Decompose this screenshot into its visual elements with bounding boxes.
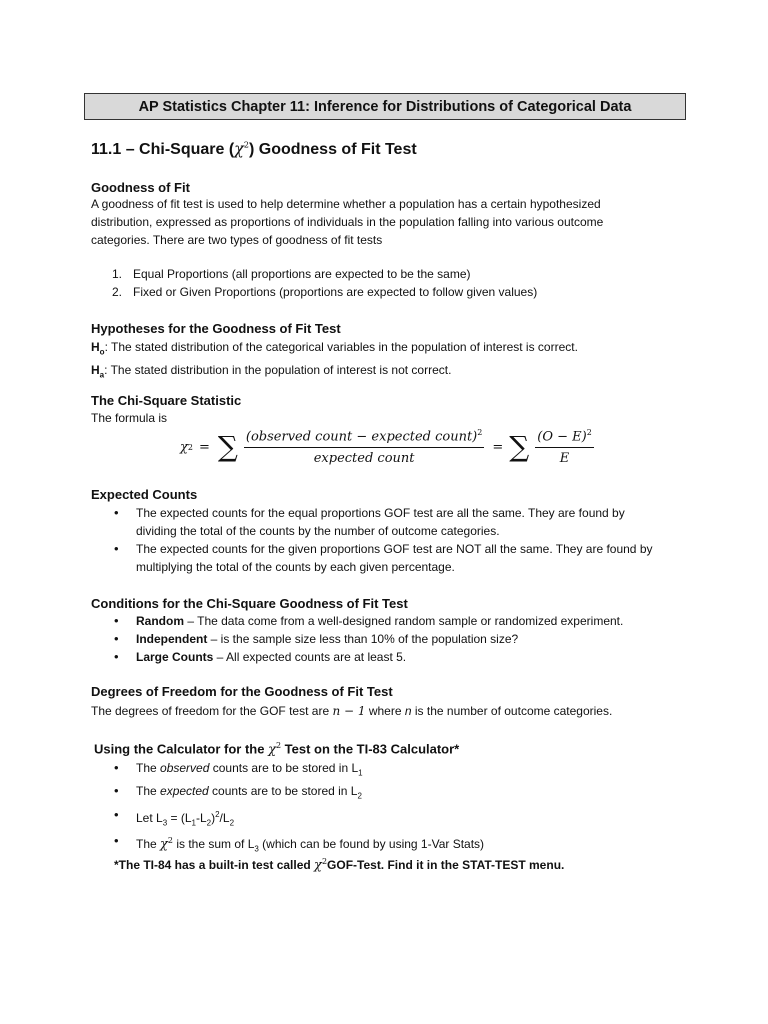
dof-pre: The degrees of freedom for the GOF test are: [91, 704, 333, 718]
expected-b2-line2: multiplying the total of the counts by each given percentage.: [136, 560, 455, 574]
calc-b4-mid: is the sum of L: [173, 837, 255, 852]
statistic-intro: The formula is: [91, 411, 168, 425]
calc-b1-pre: The: [136, 761, 161, 775]
numerator-sup: 2: [477, 427, 483, 437]
calculator-bullets: [114, 759, 704, 859]
list-item: [114, 759, 704, 782]
expected-b2-line1: • The expected counts for the given proportions GOF test are NOT all the same. They are found by: [136, 542, 653, 556]
chi-square-formula: [180, 422, 598, 472]
ti84-note: [114, 857, 564, 873]
sigma-symbol-2: ∑: [509, 430, 530, 463]
condition-text: – All expected counts are at least 5.: [213, 650, 407, 664]
section-prefix: 11.1 – Chi-Square (: [91, 141, 235, 158]
h0-label: H: [91, 340, 100, 354]
numerator2-text: (O − E): [537, 429, 587, 445]
calc-b1-sub: 1: [358, 768, 363, 778]
calc-b1-post: counts are to be stored in L: [209, 761, 359, 775]
note-pre: *The TI-84 has a built-in test called: [114, 858, 315, 872]
formula-numerator: [244, 428, 484, 448]
condition-label: Random: [136, 614, 184, 628]
gof-line-3: categories. There are two types of goodness of fit tests: [91, 233, 383, 247]
calc-b1-em: observed: [160, 761, 210, 775]
calc-b3-sup: 2: [215, 809, 220, 819]
list-item: [114, 782, 704, 805]
h0-sub: o: [99, 347, 105, 357]
calc-b2-sub: 2: [357, 791, 362, 801]
calc-heading-pre: Using the Calculator for the: [94, 741, 269, 757]
condition-text: – The data come from a well-designed random sample or randomized experiment.: [184, 614, 624, 628]
calc-b3-sub1: 3: [162, 818, 168, 828]
list-item: [114, 648, 704, 666]
dof-mid: where: [365, 704, 405, 718]
calc-b3-e: /L: [219, 810, 230, 825]
dof-formula: n − 1: [332, 704, 366, 718]
list-item: [114, 806, 704, 832]
condition-text: – is the sample size less than 10% of the population size?: [207, 632, 519, 646]
list-text: Equal Proportions (all proportions are expected to be the same): [133, 267, 471, 281]
calc-b3-sub3: 2: [206, 818, 212, 828]
section-chi-sup: 2: [243, 140, 249, 150]
calc-heading-post: Test on the TI-83 Calculator*: [281, 741, 460, 757]
calc-b3-a: Let L: [136, 810, 163, 825]
conditions-heading: Conditions for the Chi-Square Goodness of Fit Test: [91, 596, 408, 611]
calc-b4-chi: χ: [160, 837, 168, 853]
expected-b1-line1: • The expected counts for the equal proportions GOF test are all the same. They are found by: [136, 506, 625, 520]
section-chi: χ: [234, 139, 244, 158]
calc-b4-sup: 2: [167, 836, 173, 846]
calc-b3-sub2: 1: [191, 818, 196, 828]
gof-line-1: A goodness of fit test is used to help determine whether a population has a certain hypothesized: [91, 197, 601, 211]
statistic-heading: The Chi-Square Statistic: [91, 393, 242, 408]
calc-b2-pre: The: [136, 784, 161, 799]
formula-fraction-2: [535, 428, 594, 466]
gof-heading: Goodness of Fit: [91, 180, 190, 195]
ha-text: : The stated distribution in the population of interest is not correct.: [104, 363, 452, 378]
list-item: [114, 630, 704, 648]
section-suffix: ) Goodness of Fit Test: [248, 141, 417, 158]
formula-equals-2: =: [492, 439, 504, 455]
expected-bullets: [114, 504, 704, 576]
formula-denominator-2: E: [559, 451, 570, 467]
list-item: [114, 504, 704, 540]
formula-equals: =: [198, 439, 210, 455]
formula-numerator-2: [535, 428, 594, 448]
ha-sub: a: [99, 370, 105, 380]
calc-heading-chi: χ: [268, 742, 276, 758]
list-item: [114, 832, 704, 858]
chapter-title: [84, 93, 686, 120]
dof-post: is the number of outcome categories.: [411, 704, 613, 718]
calc-heading-sup: 2: [275, 741, 282, 750]
note-post: GOF-Test. Find it in the STAT-TEST menu.: [327, 858, 565, 872]
hypotheses-heading: Hypotheses for the Goodness of Fit Test: [91, 321, 341, 336]
dof-n: n: [404, 704, 412, 718]
list-item: [114, 540, 704, 576]
formula-chi: χ: [180, 439, 188, 455]
note-chi: χ: [314, 858, 322, 873]
list-number: 2.: [112, 285, 123, 299]
calc-b4-sub: 3: [254, 844, 259, 854]
section-heading: [91, 139, 417, 159]
calc-b3-c: -L: [195, 810, 207, 825]
numerator2-sup: 2: [586, 427, 592, 437]
formula-denominator: expected count: [313, 451, 415, 467]
alt-hypothesis: [91, 361, 578, 384]
gof-paragraph: [91, 195, 603, 249]
expected-b1-line2: dividing the total of the counts by the number of outcome categories.: [136, 524, 500, 538]
ha-label: H: [91, 363, 100, 378]
calc-b4-post: (which can be found by using 1-Var Stats): [258, 837, 485, 852]
calculator-heading: [94, 741, 459, 757]
list-item: [114, 612, 704, 630]
calc-b3-sub4: 2: [229, 818, 235, 828]
formula-fraction: [244, 428, 484, 466]
condition-label: Independent: [136, 632, 208, 646]
calc-b3-b: = (L: [167, 810, 192, 825]
calc-b2-em: expected: [160, 784, 209, 799]
gof-line-2: distribution, expressed as proportions of individuals in the population falling into various outcome: [91, 215, 604, 229]
list-item: [112, 265, 537, 283]
expected-heading: Expected Counts: [91, 487, 198, 502]
list-text: Fixed or Given Proportions (proportions are expected to follow given values): [133, 285, 538, 299]
list-number: 1.: [112, 267, 123, 281]
dof-text: [91, 702, 612, 720]
sigma-symbol: ∑: [217, 430, 238, 463]
numerator-text: (observed count − expected count): [245, 429, 478, 445]
conditions-bullets: [114, 612, 704, 666]
null-hypothesis: [91, 338, 578, 361]
dof-heading: Degrees of Freedom for the Goodness of Fit Test: [91, 684, 393, 699]
calc-b2-post: counts are to be stored in L: [208, 784, 358, 799]
note-sup: 2: [321, 857, 328, 866]
gof-types-list: [112, 265, 537, 301]
h0-text: : The stated distribution of the categorical variables in the population of interest is correct.: [104, 340, 578, 354]
calc-b3-d: ): [211, 810, 216, 825]
list-item: [112, 283, 537, 301]
calc-b4-pre: The: [136, 837, 161, 852]
chapter-title-text: AP Statistics Chapter 11: Inference for Distributions of Categorical Data: [138, 98, 632, 115]
formula-chi-sup: 2: [187, 442, 193, 452]
hypotheses-body: [91, 338, 578, 385]
condition-label: Large Counts: [136, 650, 214, 664]
